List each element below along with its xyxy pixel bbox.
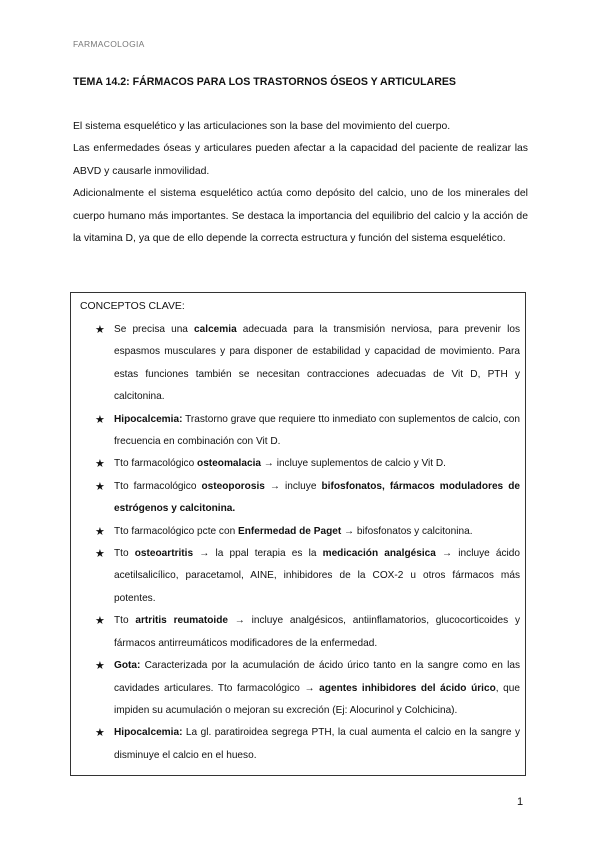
list-item: ★ Se precisa una calcemia adecuada para la transmisión nerviosa, para prevenir los espasmos musculares y para disponer de estabilidad y capacidad de movimiento. Para estas funciones también se necesitan contracciones adecuadas de Vit D, PTH y calcitonina. [71,319,525,409]
star-icon: ★ [95,660,105,673]
page-number: 1 [517,796,524,808]
list-item: ★ Hipocalcemia: Trastorno grave que requiere tto inmediato con suplementos de calcio, con frecuencia en combinación con Vit D. [71,409,525,454]
page-title: TEMA 14.2: FÁRMACOS PARA LOS TRASTORNOS ÓSEOS Y ARTICULARES [73,76,456,88]
intro-paragraph: Adicionalmente el sistema esquelético actúa como depósito del calcio, uno de los minerales del cuerpo humano más importantes. Se destaca la importancia del equilibrio del calcio y la acción de la vitamina D, ya que de ello depende la correcta estructura y función del sistema esquelético. [73,188,528,245]
key-concepts-list [71,319,525,767]
star-icon: ★ [95,727,105,740]
list-item: ★ Tto farmacológico osteoporosis → incluye bifosfonatos, fármacos moduladores de estrógenos y calcitonina. [71,476,525,521]
key-concepts-title: CONCEPTOS CLAVE: [80,301,185,312]
key-concepts-box [70,292,526,776]
star-icon: ★ [95,548,105,561]
star-icon: ★ [95,615,105,628]
intro-paragraph: El sistema esquelético y las articulaciones son la base del movimiento del cuerpo. [73,121,451,132]
star-icon: ★ [95,525,105,538]
list-item: ★ Hipocalcemia: La gl. paratiroidea segrega PTH, la cual aumenta el calcio en la sangre y disminuye el calcio en el hueso. [71,722,525,767]
intro-paragraph: Las enfermedades óseas y articulares pueden afectar a la capacidad del paciente de realizar las ABVD y causarle inmovilidad. [73,143,528,177]
star-icon: ★ [95,458,105,471]
star-icon: ★ [95,413,105,426]
list-item: ★ Tto farmacológico osteomalacia → incluye suplementos de calcio y Vit D. [71,453,525,475]
intro-section [73,116,528,250]
running-header: FARMACOLOGIA [73,39,145,49]
star-icon: ★ [95,324,105,336]
star-icon: ★ [95,480,105,493]
list-item: ★ Tto osteoartritis → la ppal terapia es la medicación analgésica → incluye ácido acetilsalicílico, paracetamol, AINE, inhibidores de la COX-2 u otros fármacos más potentes. [71,543,525,610]
list-item: ★ Gota: Caracterizada por la acumulación de ácido úrico tanto en la sangre como en las cavidades articulares. Tto farmacológico → agentes inhibidores del ácido úrico, que impiden su acumulación o mejoran su excreción (Ej: Alocurinol y Colchicina). [71,655,525,722]
list-item: ★ Tto artritis reumatoide → incluye analgésicos, antiinflamatorios, glucocorticoides y fármacos antirreumáticos modificadores de la enfermedad. [71,610,525,655]
list-item: ★ Tto farmacológico pcte con Enfermedad de Paget → bifosfonatos y calcitonina. [71,521,525,543]
